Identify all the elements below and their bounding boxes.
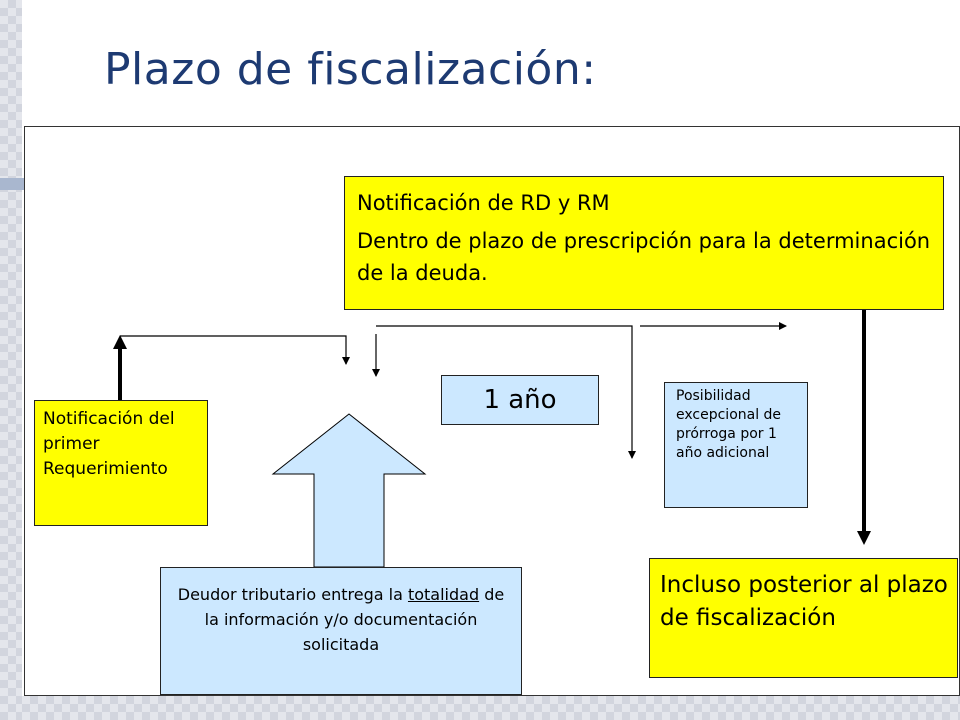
box-prorroga: Posibilidad excepcional de prórroga por 1 año adicional (664, 382, 808, 508)
rd-rm-body: Dentro de plazo de prescripción para la determinación de la deuda. (357, 229, 931, 285)
deudor-text-1: Deudor tributario entrega la (177, 585, 403, 604)
box-notificacion-rd-rm (344, 176, 944, 310)
deudor-text-underlined: totalidad (407, 585, 480, 604)
slide-title: Plazo de fiscalización: (104, 44, 597, 95)
big-hollow-up-arrow (273, 414, 425, 567)
deudor-text-2: de la información y/o documentación solicitada (204, 585, 505, 654)
box-incluso-posterior: Incluso posterior al plazo de fiscalización (649, 558, 958, 678)
rd-rm-heading: Notificación de RD y RM (357, 191, 610, 215)
connector-to-start (120, 336, 346, 364)
box-primer-requerimiento: Notificación del primer Requerimiento (34, 400, 208, 526)
box-deudor-entrega (160, 567, 522, 695)
box-un-anio: 1 año (441, 375, 599, 425)
